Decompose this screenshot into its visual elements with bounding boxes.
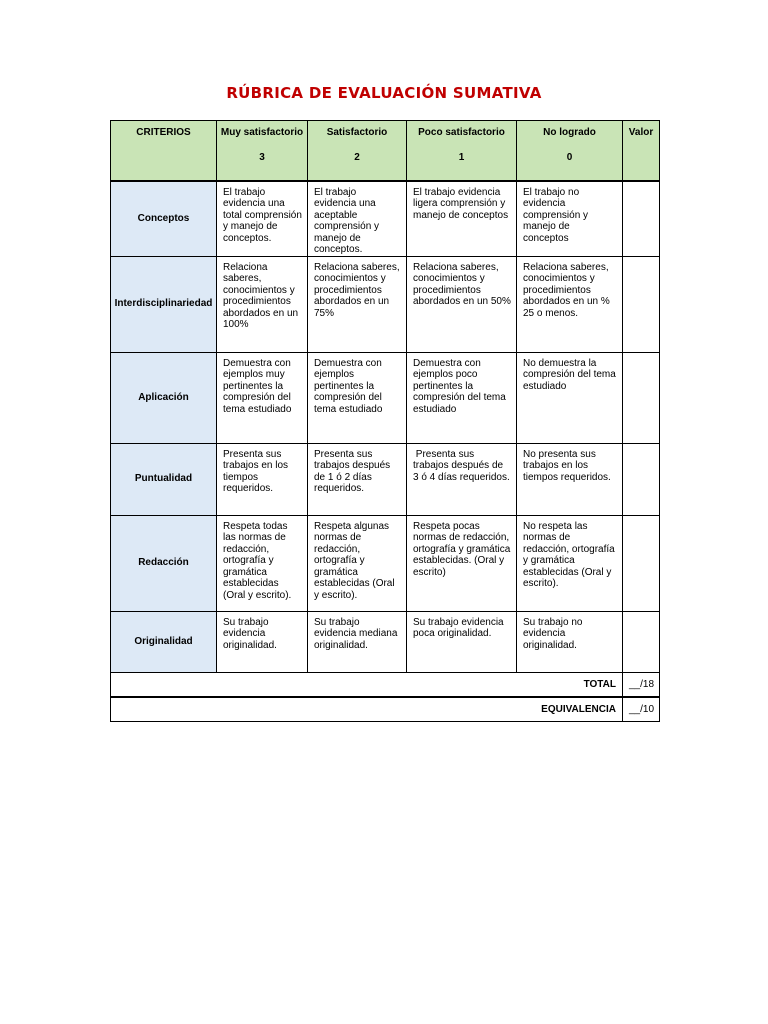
- criterion-label: Conceptos: [111, 181, 217, 257]
- descriptor-cell: El trabajo evidencia una total comprensión y manejo de conceptos.: [217, 181, 308, 257]
- descriptor-cell: El trabajo no evidencia comprensión y manejo de conceptos: [517, 181, 623, 257]
- descriptor-cell: Relaciona saberes, conocimientos y procedimientos abordados en un 75%: [308, 256, 407, 352]
- criterion-label: Originalidad: [111, 611, 217, 672]
- descriptor-cell: Presenta sus trabajos en los tiempos requeridos.: [217, 443, 308, 515]
- descriptor-cell: Demuestra con ejemplos poco pertinentes la compresión del tema estudiado: [407, 352, 517, 443]
- table-row: [111, 611, 660, 672]
- descriptor-cell: Demuestra con ejemplos pertinentes la compresión del tema estudiado: [308, 352, 407, 443]
- descriptor-cell: Su trabajo evidencia mediana originalidad.: [308, 611, 407, 672]
- descriptor-cell: El trabajo evidencia una aceptable comprensión y manejo de conceptos.: [308, 181, 407, 257]
- descriptor-cell: Su trabajo evidencia poca originalidad.: [407, 611, 517, 672]
- descriptor-cell: Presenta sus trabajos después de 3 ó 4 días requeridos.: [407, 443, 517, 515]
- descriptor-cell: Su trabajo evidencia originalidad.: [217, 611, 308, 672]
- header-row: [111, 121, 660, 181]
- equivalencia-value[interactable]: __/10: [623, 697, 660, 721]
- header-valor: Valor: [623, 121, 660, 181]
- equivalencia-row: [111, 697, 660, 721]
- total-row: [111, 672, 660, 697]
- descriptor-cell: No presenta sus trabajos en los tiempos requeridos.: [517, 443, 623, 515]
- descriptor-cell: Demuestra con ejemplos muy pertinentes la compresión del tema estudiado: [217, 352, 308, 443]
- header-level-no-logrado: No logrado 0: [517, 121, 623, 181]
- criterion-label: Redacción: [111, 515, 217, 611]
- criterion-label: Puntualidad: [111, 443, 217, 515]
- descriptor-cell: Respeta todas las normas de redacción, ortografía y gramática establecidas (Oral y escrito).: [217, 515, 308, 611]
- descriptor-cell: No respeta las normas de redacción, ortografía y gramática establecidas (Oral y escrito).: [517, 515, 623, 611]
- table-row: [111, 443, 660, 515]
- header-level-muy-satisfactorio: Muy satisfactorio 3: [217, 121, 308, 181]
- table-row: [111, 181, 660, 257]
- table-row: [111, 352, 660, 443]
- header-criterios: CRITERIOS: [111, 121, 217, 181]
- descriptor-cell: Presenta sus trabajos después de 1 ó 2 días requeridos.: [308, 443, 407, 515]
- valor-cell[interactable]: [623, 352, 660, 443]
- criterion-label: Interdisciplinariedad: [111, 256, 217, 352]
- descriptor-cell: Respeta pocas normas de redacción, ortografía y gramática establecidas. (Oral y escrito): [407, 515, 517, 611]
- valor-cell[interactable]: [623, 181, 660, 257]
- descriptor-cell: Su trabajo no evidencia originalidad.: [517, 611, 623, 672]
- total-label: TOTAL: [111, 672, 623, 697]
- rubric-table: [110, 120, 660, 722]
- header-level-poco-satisfactorio: Poco satisfactorio 1: [407, 121, 517, 181]
- valor-cell[interactable]: [623, 611, 660, 672]
- descriptor-cell: Relaciona saberes, conocimientos y procedimientos abordados en un 50%: [407, 256, 517, 352]
- table-row: [111, 256, 660, 352]
- page-title: RÚBRICA DE EVALUACIÓN SUMATIVA: [226, 84, 542, 102]
- descriptor-cell: Relaciona saberes, conocimientos y procedimientos abordados en un 100%: [217, 256, 308, 352]
- criterion-label: Aplicación: [111, 352, 217, 443]
- descriptor-cell: No demuestra la compresión del tema estudiado: [517, 352, 623, 443]
- total-value[interactable]: __/18: [623, 672, 660, 697]
- equivalencia-label: EQUIVALENCIA: [111, 697, 623, 721]
- descriptor-cell: Respeta algunas normas de redacción, ortografía y gramática establecidas (Oral y escrito).: [308, 515, 407, 611]
- valor-cell[interactable]: [623, 443, 660, 515]
- header-level-satisfactorio: Satisfactorio 2: [308, 121, 407, 181]
- table-row: [111, 515, 660, 611]
- descriptor-cell: Relaciona saberes, conocimientos y procedimientos abordados en un % 25 o menos.: [517, 256, 623, 352]
- valor-cell[interactable]: [623, 515, 660, 611]
- valor-cell[interactable]: [623, 256, 660, 352]
- descriptor-cell: El trabajo evidencia ligera comprensión y manejo de conceptos: [407, 181, 517, 257]
